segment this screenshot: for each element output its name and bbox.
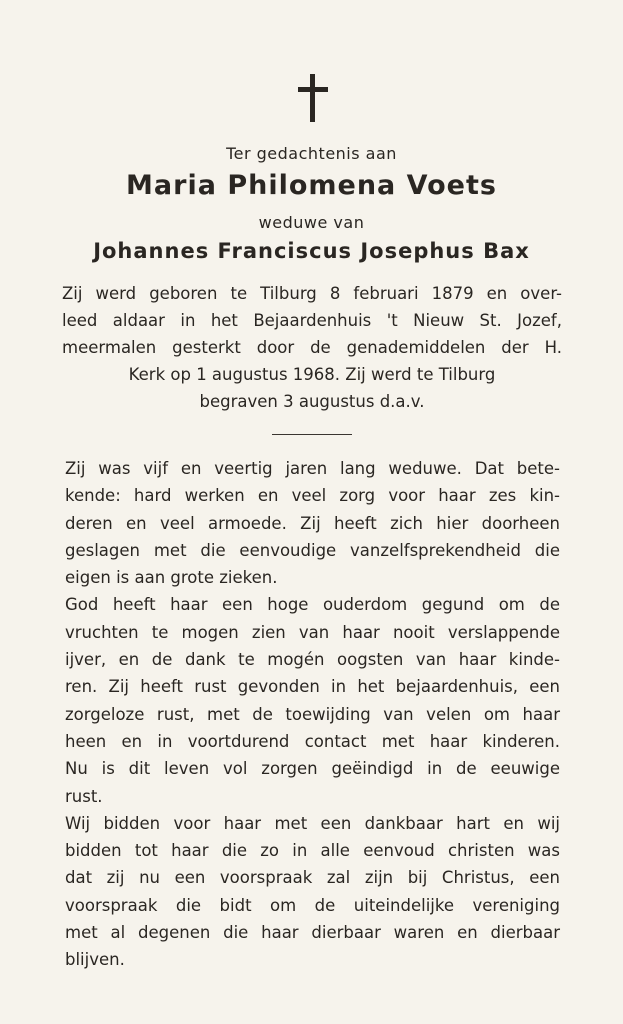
text-line: rust. (65, 786, 103, 806)
divider-rule (272, 434, 352, 435)
memorial-text (65, 455, 560, 974)
husband-name: Johannes Franciscus Josephus Bax (93, 239, 530, 263)
text-line: bidden tot haar die zo in alle eenvoud christen was (65, 841, 560, 861)
text-line: dat zij nu een voorspraak zal zijn bij Christus, een (65, 868, 560, 888)
widow-of-text: weduwe van (258, 213, 365, 232)
text-line: zorgeloze rust, met de toewijding van velen om haar (65, 704, 560, 724)
text-line: eigen is aan grote zieken. (65, 568, 278, 588)
text-line: blijven. (65, 950, 125, 970)
bio-line: begraven 3 augustus d.a.v. (199, 392, 425, 411)
intro-text: Ter gedachtenis aan (226, 144, 397, 163)
text-line: Nu is dit leven vol zorgen geëindigd in de eeuwige (65, 759, 560, 779)
text-line: met al degenen die haar dierbaar waren en dierbaar (65, 923, 560, 943)
bio-line: meermalen gesterkt door de genademiddelen der H. (62, 338, 562, 357)
bio-line: leed aldaar in het Bejaardenhuis 't Nieuw St. Jozef, (62, 311, 562, 330)
text-line: kende: hard werken en veel zorg voor haar zes kin- (65, 486, 560, 506)
text-line: ren. Zij heeft rust gevonden in het bejaardenhuis, een (65, 677, 560, 697)
text-line: Zij was vijf en veertig jaren lang weduwe. Dat bete- (65, 459, 560, 478)
cross-icon (298, 74, 328, 122)
bio-line: Kerk op 1 augustus 1968. Zij werd te Tilburg (128, 365, 496, 384)
text-line: God heeft haar een hoge ouderdom gegund om de (65, 595, 560, 615)
text-line: geslagen met die eenvoudige vanzelfsprekendheid die (65, 540, 560, 560)
text-line: deren en veel armoede. Zij heeft zich hier doorheen (65, 513, 560, 533)
text-line: vruchten te mogen zien van haar nooit verslappende (65, 622, 560, 642)
text-line: ijver, en de dank te mogén oogsten van haar kinde- (65, 650, 560, 670)
text-line: heen en in voortdurend contact met haar kinderen. (65, 731, 560, 751)
deceased-name: Maria Philomena Voets (126, 170, 497, 201)
biography-paragraph (62, 280, 562, 415)
bio-line: Zij werd geboren te Tilburg 8 februari 1879 en over- (62, 284, 562, 303)
text-line: Wij bidden voor haar met een dankbaar hart en wij (65, 813, 560, 833)
text-line: voorspraak die bidt om de uiteindelijke vereniging (65, 895, 560, 915)
